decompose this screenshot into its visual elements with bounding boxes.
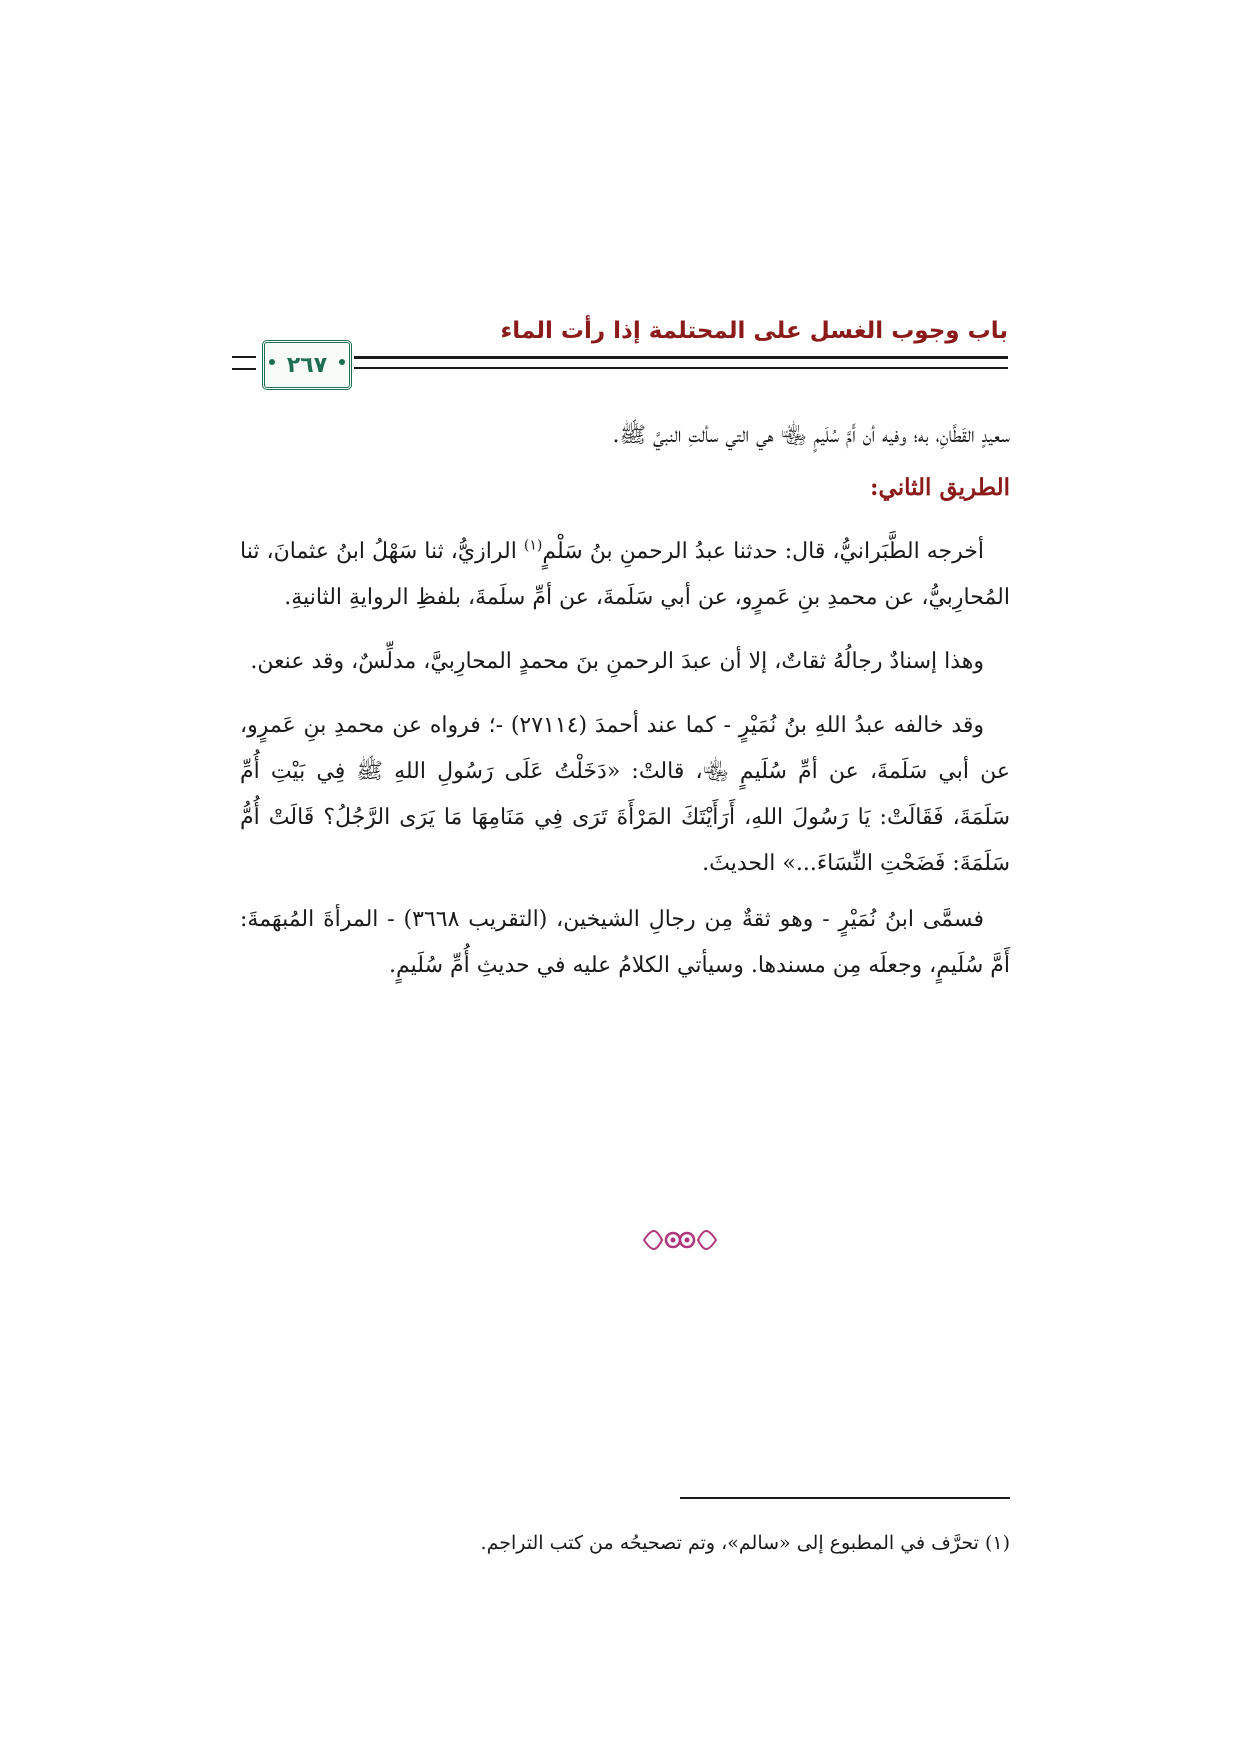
paragraph-1-end: الرازيُّ، ثنا سَهْلُ ابنُ عثمانَ، ثنا المُحارِبيُّ، عن محمدِ بنِ عَمرٍو، عن أبي سَلَمةَ، عن أمِّ سلَمةَ، بلفظِ الروايةِ الثانيةِ. xyxy=(240,539,1010,610)
header-rule xyxy=(354,356,1008,369)
paragraph-1 xyxy=(240,529,1010,621)
running-title: باب وجوب الغسل على المحتلمة إذا رأت الماء xyxy=(500,318,1008,344)
footnote-1: (١) تحرَّف في المطبوع إلى «سالم»، وتم تصحيحُه من كتب التراجم. xyxy=(480,1532,1010,1554)
section-divider-ornament-icon xyxy=(640,1223,720,1257)
page-header xyxy=(232,318,1008,388)
section-heading: الطريق الثاني: xyxy=(870,474,1010,501)
footnote-rule xyxy=(680,1497,1010,1499)
paragraph-1-start: أخرجه الطَّبَرانيُّ، قال: حدثنا عبدُ الرحمنِ بنُ سَلْمٍ xyxy=(542,539,984,564)
page-number: ٢٦٧ xyxy=(286,352,328,378)
paragraph-4: فسمَّى ابنُ نُمَيْرٍ - وهو ثقةٌ مِن رجالِ الشيخين، (التقريب ٣٦٦٨) - المرأةَ المُبهَمةَ: أَمَّ سُلَيمٍ، وجعلَه مِن مسندها. وسيأتي الكلامُ عليه في حديثِ أُمِّ سُلَيمٍ. xyxy=(240,907,1010,978)
paragraph-3: وقد خالفه عبدُ اللهِ بنُ نُمَيْرٍ - كما عند أحمدَ (٢٧١١٤) -؛ فرواه عن محمدِ بنِ عَمرٍو، عن أبي سَلَمةَ، عن أمِّ سُلَيمٍ ﵄، قالتْ: «دَخَلْتُ عَلَى رَسُولِ اللهِ ﷺ فِي بَيْتِ أُمِّ سَلَمَةَ، فَقَالَتْ: يَا رَسُولَ اللهِ، أَرَأَيْتَكَ المَرْأَةَ تَرَى فِي مَنَامِهَا مَا يَرَى الرَّجُلُ؟ قَالَتْ أُمُّ سَلَمَةَ: فَضَحْتِ النِّسَاءَ...» الحديثَ. xyxy=(240,713,1010,876)
footnote-reference: (١) xyxy=(523,537,543,554)
intro-line: سعيدٍ القَطَّانِ، به؛ وفيه أن أَمَّ سُلَيمٍ ﵄ هي التي سألتِ النبيَّ ﷺ. xyxy=(612,423,1010,448)
main-text xyxy=(240,413,1010,989)
page-number-badge xyxy=(262,340,352,390)
paragraph-2: وهذا إسنادٌ رجالُهُ ثقاتٌ، إلا أن عبدَ الرحمنِ بنَ محمدٍ المحارِبيَّ، مدلِّسٌ، وقد عنعن. xyxy=(250,649,984,674)
header-rule-left xyxy=(232,356,256,370)
